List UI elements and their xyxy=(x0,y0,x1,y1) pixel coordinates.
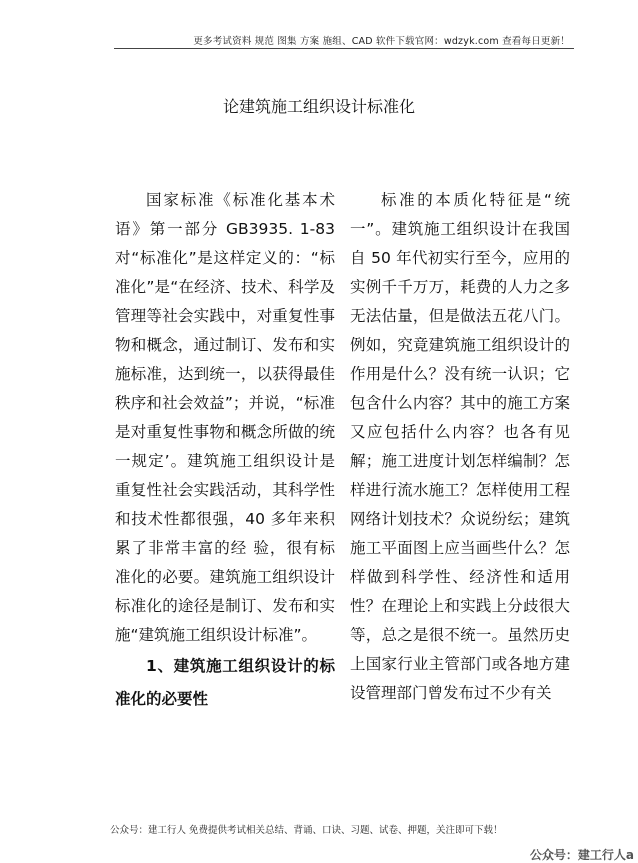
right-column xyxy=(350,186,570,708)
right-paragraph: 标准的本质化特征是“统一”。建筑施工组织设计在我国自 50 年代初实行至今，应用的实例千千万万，耗费的人力之多无法估量，但是做法五花八门。例如，究竟建筑施工组织设计的作用是什么？没有统一认识；它包含什么内容？其中的施工方案又应包括什么内容？也各有见解；施工进度计划怎样编制？怎样进行流水施工？怎样使用工程网络计划技术？众说纷纭；建筑施工平面图上应当画些什么？怎样做到科学性、经济性和适用性？在理论上和实践上分歧很大等，总之是很不统一。虽然历史上国家行业主管部门或各地方建设管理部门曾发布过不少有关 xyxy=(350,191,570,702)
watermark: 公众号：建工行人a xyxy=(529,848,634,862)
header-note: 更多考试资料 规范 图集 方案 施组、CAD 软件下载官网：wdzyk.com 查看每日更新！ xyxy=(193,36,570,47)
document-title: 论建筑施工组织设计标准化 xyxy=(222,97,415,116)
left-column xyxy=(115,186,335,716)
header-divider xyxy=(114,48,574,49)
section-heading: 1、建筑施工组织设计的标准化的必要性 xyxy=(115,657,335,708)
left-paragraph: 国家标准《标准化基本术语》第一部分 GB3935. 1-83 对“标准化”是这样定义的：“标准化”是“在经济、技术、科学及管理等社会实践中，对重复性事物和概念，通过制订、发布和实施标准，达到统一，以获得最佳秩序和社会效益”；并说，“标准是对重复性事物和概念所做的统一规定’。建筑施工组织设计是重复性社会实践活动，其科学性和技术性都很强，40 多年来积累了非常丰富的经 验，很有标准化的必要。建筑施工组织设计标准化的途径是制订、发布和实施“建筑施工组织设计标准”。 xyxy=(115,191,335,644)
footer-note: 公众号：建工行人 免费提供考试相关总结、背诵、口诀、习题、试卷、押题，关注即可下载！ xyxy=(110,825,503,836)
